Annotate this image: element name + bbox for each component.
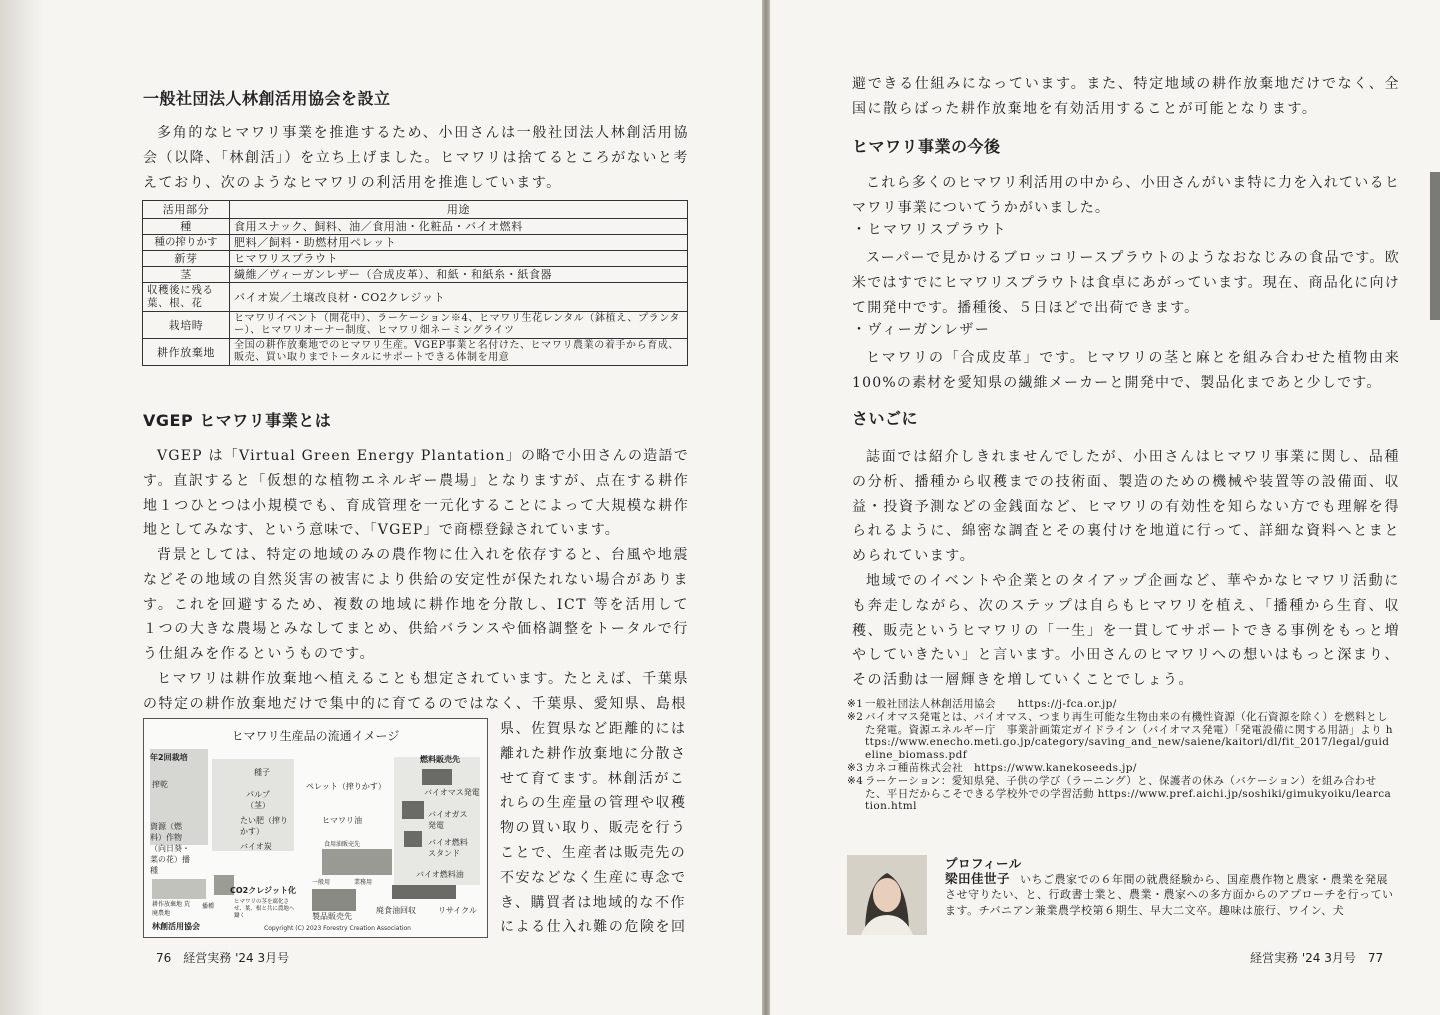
- figure-label: バイオ燃料油: [416, 870, 464, 879]
- footnote-text: カネコ種苗株式会社 https://www.kanekoseeds.jp/: [865, 761, 1137, 774]
- figure-label: 種子: [254, 768, 270, 777]
- para-vgep-3: ヒマワリは耕作放棄地へ植えることも想定されています。たとえば、千葉県の特定の耕作放棄地だけで集中的に育てるのではなく、千葉県、愛知県、島根: [143, 671, 689, 712]
- footnote: [847, 698, 1395, 711]
- table-cell-use: 全国の耕作放棄地でのヒマワリ生産。VGEP事業と名付けた、ヒマワリ農業の着手から育成、販売、買い取りまでトータルにサポートできる体制を用意: [230, 339, 688, 366]
- figure-label: たい肥（搾りかす）: [240, 816, 288, 836]
- figure-label: 耕作放棄地 荒廃農地: [152, 901, 190, 917]
- subhead-sprout: ・ヒマワリスプラウト: [852, 222, 1008, 238]
- table-cell-use: 繊維／ヴィーガンレザー（合成皮革）、和紙・和紙糸・紙食器: [230, 267, 688, 283]
- figure-label: 年2回栽培: [150, 753, 188, 762]
- heading-last: さいごに: [852, 409, 919, 428]
- footnote-mark: ※1: [847, 698, 864, 710]
- power-plant-icon: [402, 801, 424, 819]
- figure-label: パルプ（茎）: [246, 790, 270, 810]
- heading-vgep: VGEP ヒマワリ事業とは: [143, 411, 332, 430]
- author-name: 梁田佳世子: [945, 871, 1011, 887]
- footnote-text: ラーケーション：愛知県発、子供の学び（ラーニング）と、保護者の休み（バケーション）を組み合わせた、平日だからこそできる学校外での学習活動 https://www.pref.aichi.jp/soshiki/gimukyoiku/learcation.html: [865, 774, 1392, 813]
- para-vgep-1: VGEP は「Virtual Green Energy Plantation」の略で小田さんの造語です。直訳すると「仮想的な植物エネルギー農場」となりますが、点在する耕作地１つひとつは小規模でも、育成管理を一元化することによって大規模な耕作地としてみなす、という意味で、「VGEP」で商標登録されています。: [143, 448, 689, 539]
- figure-label: 業務用: [354, 879, 373, 886]
- table-cell-part: 種の搾りかす: [143, 235, 230, 251]
- table-cell-part: 収穫後に残る葉、根、花: [143, 283, 230, 312]
- table-cell-use: 食用スナック、飼料、油／食用油・化粧品・バイオ燃料: [230, 219, 688, 235]
- author-photo: [847, 855, 927, 935]
- table-row: [143, 283, 688, 312]
- table-cell-use: 肥料／飼料・助燃材用ペレット: [230, 235, 688, 251]
- table-cell-part: 耕作放棄地: [143, 339, 230, 366]
- page-edge-shadow: [0, 0, 44, 1015]
- para-future: これら多くのヒマワリ利活用の中から、小田さんがいま特に力を入れているヒマワリ事業についてうかがいました。: [852, 175, 1400, 216]
- figure-label: 食用油販売先: [324, 841, 361, 848]
- para-vgep-3-wrap: 県、佐賀県など距離的には離れた耕作放棄地に分散させて育てます。林創活がこれらの生産量の管理や収穫物の買い取り、販売を行うことで、生産者は販売先の不安などなく生産に専念でき、購買者は地域的な不作による仕入れ難の危険を回: [500, 721, 687, 936]
- figure-label: 資源（燃料）作物（向日葵・菜の花）播種: [150, 822, 190, 875]
- figure-label: CO2クレジット化: [230, 886, 297, 895]
- figure-label: ヒマワリ油: [322, 816, 362, 825]
- para-association: 多角的なヒマワリ事業を推進するため、小田さんは一般社団法人林創活用協会（以降、「林創活」）を立ち上げました。ヒマワリは捨てるところがないと考えており、次のようなヒマワリの利活用を推進しています。: [143, 125, 689, 191]
- table-row: [143, 312, 688, 339]
- figure-label: 搾乾: [152, 780, 168, 789]
- figure-title: ヒマワリ生産品の流通イメージ: [231, 729, 400, 743]
- usage-table: [142, 200, 688, 366]
- shop-icon: [322, 849, 392, 875]
- table-row: [143, 251, 688, 267]
- footnote: [847, 762, 1395, 775]
- table-row: [143, 339, 688, 366]
- para-leather: ヒマワリの「合成皮革」です。ヒマワリの茎と麻とを組み合わせた植物由来100%の素材を愛知県の繊維メーカーと開発中で、製品化まであと少しです。: [852, 350, 1400, 391]
- fuel-station-icon: [404, 831, 422, 847]
- page-number-left: 76 経営実務 '24 3月号: [156, 951, 290, 965]
- profile-heading: プロフィール: [945, 856, 1022, 871]
- table-cell-use: ヒマワリスプラウト: [230, 251, 688, 267]
- figure-copyright: Copyright (C) 2023 Forestry Creation Association: [264, 925, 411, 932]
- para-last-1: 誌面では紹介しきれませんでしたが、小田さんはヒマワリ事業に関し、品種の分析、播種から収穫までの技術面、製造のための機械や装置等の設備面、収益・投資予測などの金銭面など、ヒマワリの有効性を知らない方でも理解を得られるように、綿密な調査とその裏付けを地道に行って、詳細な資料へとまとめられています。: [852, 449, 1400, 565]
- tank-icon: [422, 769, 452, 785]
- figure-label: 一般用: [312, 879, 331, 886]
- table-cell-part: 種: [143, 219, 230, 235]
- table-row: [143, 235, 688, 251]
- book-gutter: [762, 0, 770, 1015]
- footnote-mark: ※4: [847, 774, 864, 787]
- heading-association: 一般社団法人林創活用協会を設立: [143, 89, 391, 108]
- figure-label: バイオ燃料スタンド: [428, 838, 468, 858]
- figure-label: ヒマワリの茎を腐化させ、葉、根と共に農地へ鋤く: [234, 899, 295, 919]
- author-profile: [945, 856, 1395, 918]
- figure-label: 燃料販売先: [420, 755, 460, 764]
- para-vgep-2: 背景としては、特定の地域のみの農作物に仕入れを依存すると、台風や地震などその地域の自然災害の被害により供給の安定性が保たれない場合があります。これを回避するため、複数の地域に耕作地を分散し、ICT 等を活用して１つの大きな農場とみなしてまとめ、供給バランスや価格調整をトータルで行う仕組みを作るというものです。: [143, 547, 689, 663]
- footnote-text: バイオマス発電とは、バイオマス、つまり再生可能な生物由来の有機性資源（化石資源を除く）を燃料とした発電。資源エネルギー庁 事業計画策定ガイドライン（バイオマス発電）「発電設備に関する用語」より https://www.enecho.meti.go.jp/category/saving_and_new/saiene/kaitori/dl/fit_2017/legal/guideline_biomass.pdf: [865, 710, 1393, 762]
- section-tab: [1430, 172, 1440, 320]
- table-cell-use: バイオ炭／土壌改良材・CO2クレジット: [230, 283, 688, 312]
- table-cell-use: ヒマワリイベント（開花中）、ラーケーション※4、ヒマワリ生花レンタル（鉢植え、プランター）、ヒマワリオーナー制度、ヒマワリ畑ネーミングライツ: [230, 312, 688, 339]
- author-bio: いちご農家での６年間の就農経験から、国産農作物と農家・農業を発展させ守りたい、と、行政書士業と、農業・農家への多方面からのアプローチを行っています。チバニアン兼業農学校第６期生、早大二文卒。趣味は旅行、ワイン、犬: [945, 873, 1394, 917]
- footnote-text: 一般社団法人林創活用協会 https://j-fca.or.jp/: [865, 698, 1117, 710]
- table-row: [143, 267, 688, 283]
- footnote: [847, 711, 1395, 762]
- figure-label: リサイクル: [438, 906, 477, 915]
- table-cell-part: 茎: [143, 267, 230, 283]
- figure-label: ペレット（搾りかす）: [306, 782, 386, 791]
- footnote-mark: ※2: [847, 710, 864, 723]
- table-cell-part: 新芽: [143, 251, 230, 267]
- footnotes: [847, 698, 1395, 813]
- figure-label: 播種: [202, 903, 215, 910]
- figure-label: 廃食油回収: [376, 906, 416, 915]
- para-continued: 避できる仕組みになっています。また、特定地域の耕作放棄地だけでなく、全国に散らばった耕作放棄地を有効活用することが可能となります。: [852, 76, 1400, 117]
- figure-label: バイオガス発電: [428, 810, 468, 830]
- store-icon: [312, 889, 356, 911]
- distribution-figure: [143, 718, 488, 938]
- truck-icon: [392, 885, 456, 899]
- footnote: [847, 775, 1395, 813]
- table-head-part: 活用部分: [143, 201, 230, 219]
- figure-label: バイオ炭: [240, 842, 272, 851]
- table-row: [143, 219, 688, 235]
- figure-label: 林創活用協会: [152, 922, 200, 931]
- para-sprout: スーパーで見かけるブロッコリースプラウトのようなおなじみの食品です。欧米ではすでにヒマワリスプラウトは食卓にあがっています。現在、商品化に向けて開発中です。播種後、５日ほどで出荷できます。: [852, 250, 1400, 316]
- figure-label: バイオマス発電: [424, 788, 480, 797]
- para-last-2: 地域でのイベントや企業とのタイアップ企画など、華やかなヒマワリ活動にも奔走しながら、次のステップは自らもヒマワリを植え、「播種から生育、収穫、販売というヒマワリの「一生」を一貫してサポートできる事例をもっと増やしていきたい」と言います。小田さんのヒマワリへの想いはもっと深まり、その活動は一層輝きを増していくことでしょう。: [852, 573, 1400, 689]
- table-cell-part: 栽培時: [143, 312, 230, 339]
- footnote-mark: ※3: [847, 761, 864, 774]
- figure-label: 製品販売先: [312, 912, 352, 921]
- table-head-use: 用途: [230, 201, 688, 219]
- subhead-leather: ・ヴィーガンレザー: [852, 322, 991, 338]
- page-number-right: 経営実務 '24 3月号 77: [1250, 951, 1384, 965]
- table-header-row: [143, 201, 688, 219]
- heading-future: ヒマワリ事業の今後: [852, 137, 1001, 156]
- abandoned-field-icon: [152, 879, 206, 899]
